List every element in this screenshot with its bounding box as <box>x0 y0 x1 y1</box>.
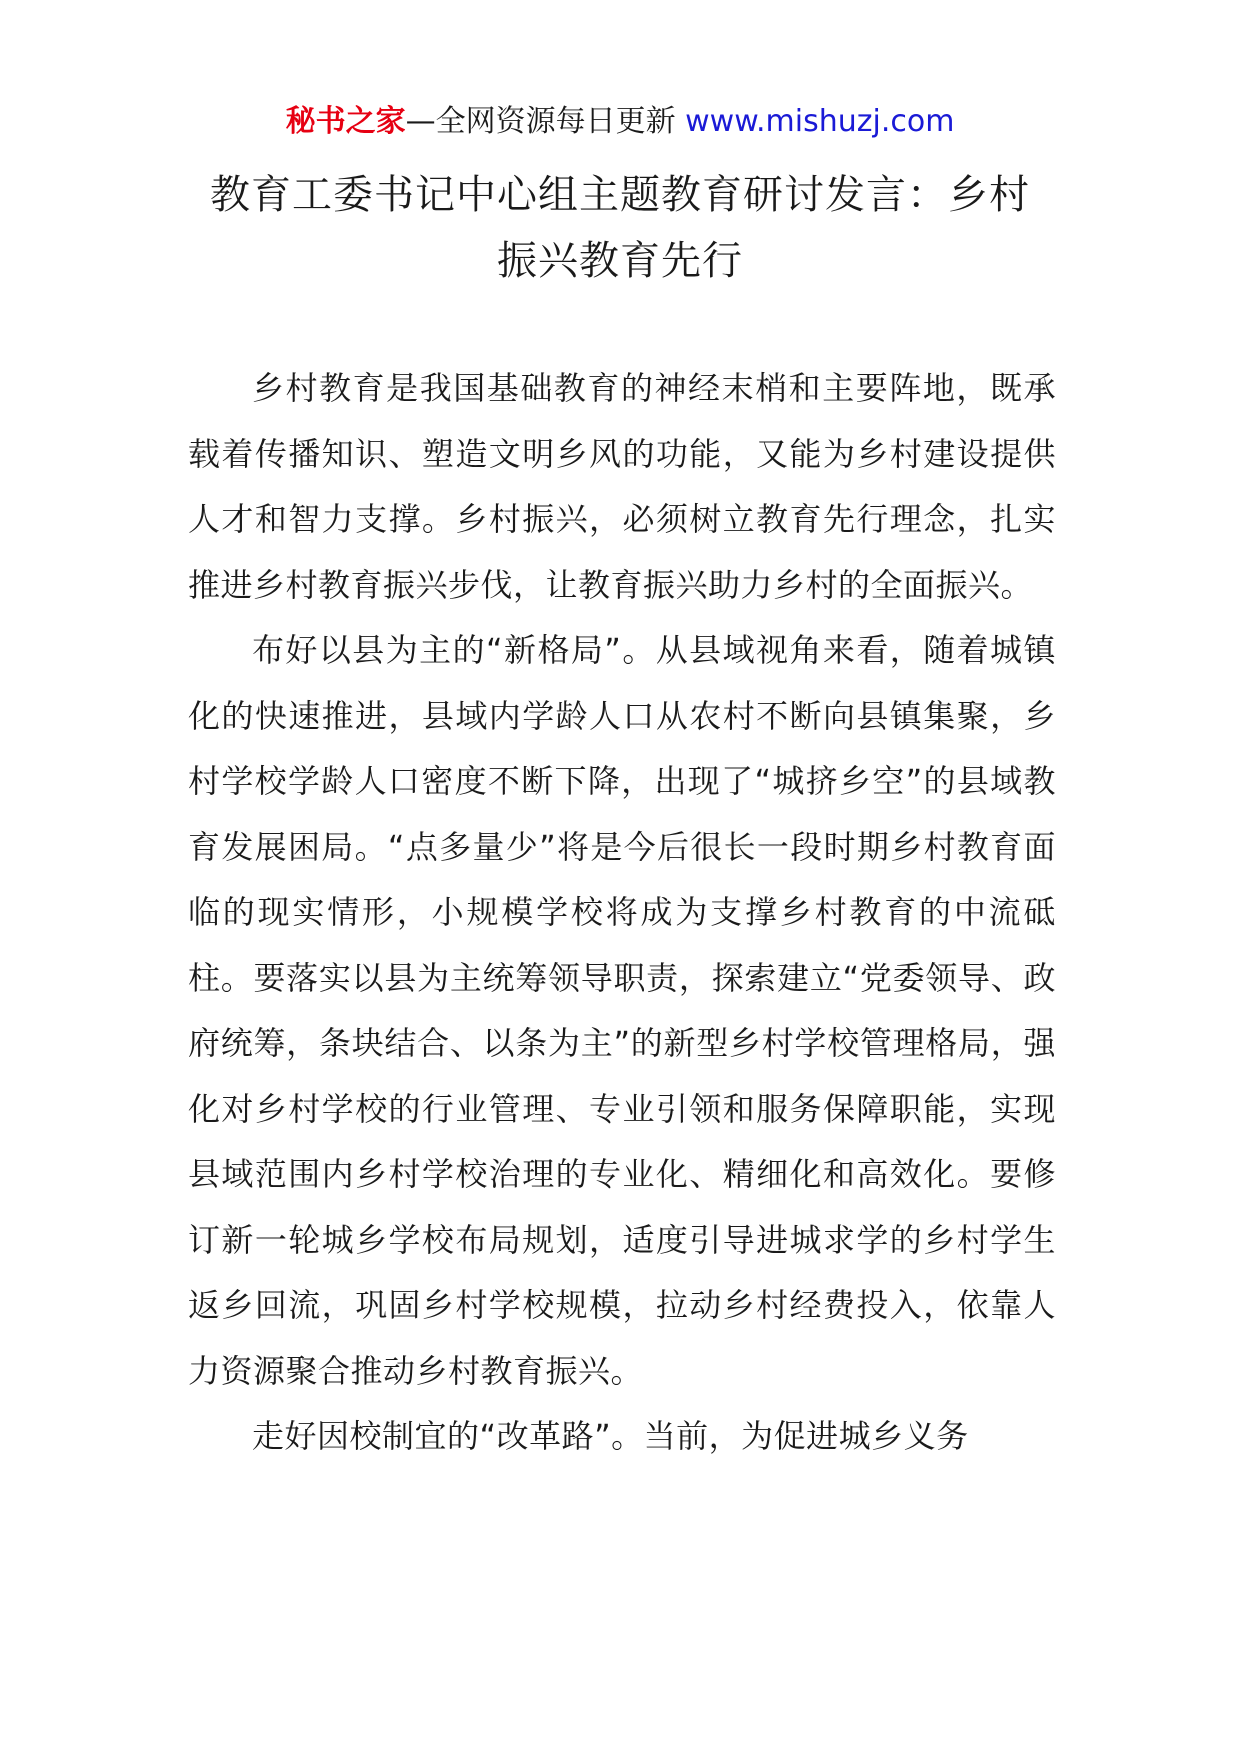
site-url-link[interactable]: www.mishuzj.com <box>685 104 955 139</box>
title-line-1: 教育工委书记中心组主题教育研讨发言：乡村 <box>210 172 1030 218</box>
paragraph-county-pattern: 布好以县为主的“新格局”。从县域视角来看，随着城镇化的快速推进，县域内学龄人口从农村不断向县镇集聚，乡村学校学龄人口密度不断下降，出现了“城挤乡空”的县域教育发展困局。“点多量少”将是今后很长一段时期乡村教育面临的现实情形，小规模学校将成为支撑乡村教育的中流砥柱。要落实以县为主统筹领导职责，探索建立“党委领导、政府统筹，条块结合、以条为主”的新型乡村学校管理格局，强化对乡村学校的行业管理、专业引领和服务保障职能，实现县域范围内乡村学校治理的专业化、精细化和高效化。要修订新一轮城乡学校布局规划，适度引导进城求学的乡村学生返乡回流，巩固乡村学校规模，拉动乡村经费投入，依靠人力资源聚合推动乡村教育振兴。 <box>188 631 1056 1390</box>
document-title <box>190 162 1050 294</box>
header-tagline: —全网资源每日更新 <box>405 104 686 139</box>
title-line-2: 振兴教育先行 <box>497 238 743 284</box>
paragraph-reform-road: 走好因校制宜的“改革路”。当前，为促进城乡义务 <box>252 1417 969 1455</box>
brand-name: 秘书之家 <box>285 104 406 139</box>
document-body <box>188 356 1056 1470</box>
paragraph-intro: 乡村教育是我国基础教育的神经末梢和主要阵地，既承载着传播知识、塑造文明乡风的功能，又能为乡村建设提供人才和智力支撑。乡村振兴，必须树立教育先行理念，扎实推进乡村教育振兴步伐，让教育振兴助力乡村的全面振兴。 <box>188 369 1056 604</box>
site-header <box>0 100 1240 144</box>
